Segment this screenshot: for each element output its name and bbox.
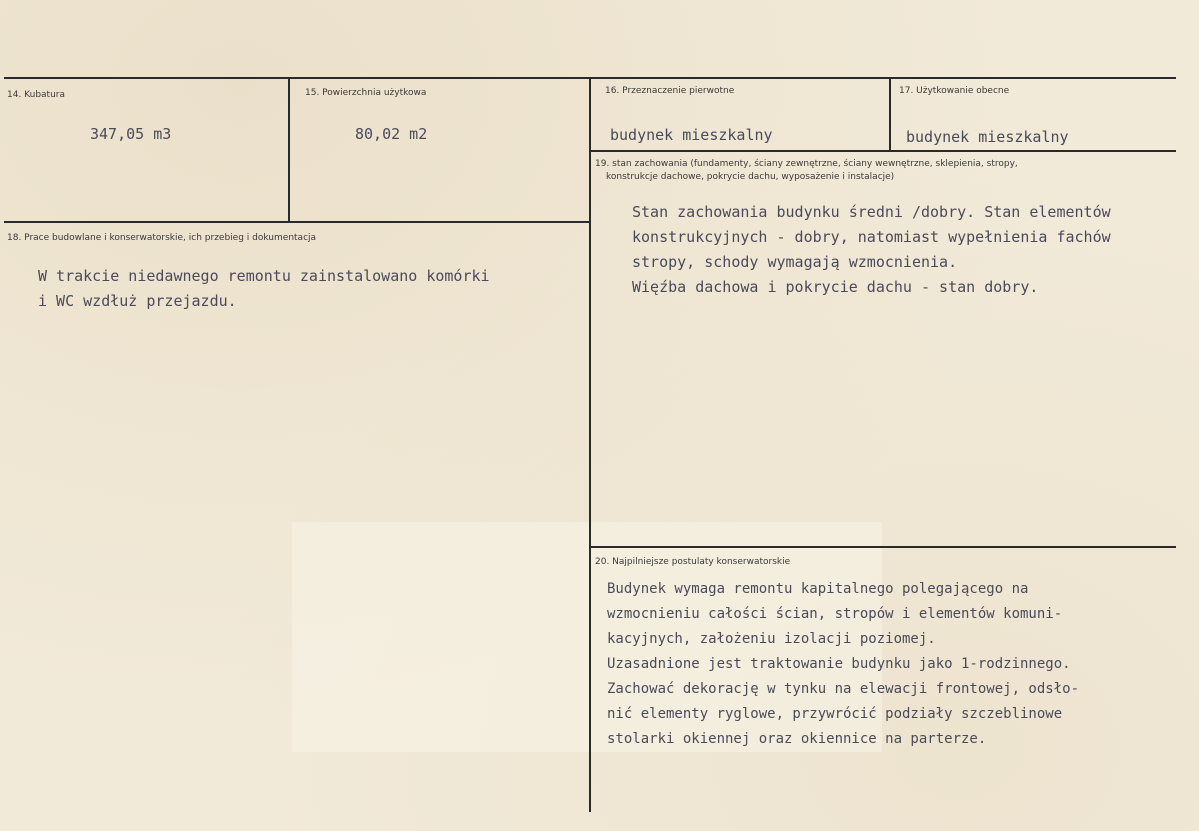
powierzchnia-value: 80,02 m2 bbox=[355, 125, 428, 143]
prace-text bbox=[38, 264, 490, 314]
postulaty-line: kacyjnych, założeniu izolacji poziomej. bbox=[607, 631, 936, 647]
przeznaczenie-label: 16. Przeznaczenie pierwotne bbox=[605, 86, 735, 96]
prace-line: W trakcie niedawnego remontu zainstalowano komórki bbox=[38, 267, 490, 285]
postulaty-line: Zachować dekorację w tynku na elewacji frontowej, odsło- bbox=[607, 681, 1080, 697]
kubatura-label: 14. Kubatura bbox=[7, 90, 66, 100]
rule-under-14-15 bbox=[4, 221, 589, 223]
przeznaczenie-value: budynek mieszkalny bbox=[610, 126, 773, 144]
stan-line: konstrukcyjnych - dobry, natomiast wypełnienia fachów bbox=[632, 228, 1111, 246]
powierzchnia-label: 15. Powierzchnia użytkowa bbox=[305, 88, 427, 98]
stan-label-line2: konstrukcje dachowe, pokrycie dachu, wyposażenie i instalacje) bbox=[606, 172, 895, 182]
postulaty-line: wzmocnieniu całości ścian, stropów i elementów komuni- bbox=[607, 606, 1063, 622]
postulaty-line: nić elementy ryglowe, przywrócić podziały szczeblinowe bbox=[607, 706, 1063, 722]
postulaty-line: Uzasadnione jest traktowanie budynku jako 1-rodzinnego. bbox=[607, 656, 1071, 672]
uzytkowanie-label: 17. Użytkowanie obecne bbox=[899, 86, 1010, 96]
uzytkowanie-value: budynek mieszkalny bbox=[906, 128, 1069, 146]
prace-line: i WC wzdłuż przejazdu. bbox=[38, 292, 237, 310]
divider-16-17 bbox=[889, 78, 891, 151]
rule-under-16-17 bbox=[590, 150, 1176, 152]
postulaty-line: stolarki okiennej oraz okiennice na parterze. bbox=[607, 731, 987, 747]
rule-above-20 bbox=[590, 546, 1176, 548]
postulaty-text bbox=[607, 577, 1079, 752]
kubatura-value: 347,05 m3 bbox=[90, 125, 172, 143]
stan-text bbox=[632, 200, 1111, 300]
stan-label-line1: 19. stan zachowania (fundamenty, ściany zewnętrzne, ściany wewnętrzne, sklepienia, stropy, bbox=[595, 159, 1018, 169]
prace-label: 18. Prace budowlane i konserwatorskie, ich przebieg i dokumentacja bbox=[7, 233, 317, 243]
stan-line: Stan zachowania budynku średni /dobry. Stan elementów bbox=[632, 203, 1111, 221]
postulaty-line: Budynek wymaga remontu kapitalnego polegającego na bbox=[607, 581, 1029, 597]
divider-14-15 bbox=[288, 78, 290, 223]
postulaty-label: 20. Najpilniejsze postulaty konserwatorskie bbox=[595, 557, 791, 567]
center-divider bbox=[589, 78, 591, 812]
stan-line: stropy, schody wymagają wzmocnienia. bbox=[632, 253, 958, 271]
stan-line: Więźba dachowa i pokrycie dachu - stan dobry. bbox=[632, 278, 1039, 296]
